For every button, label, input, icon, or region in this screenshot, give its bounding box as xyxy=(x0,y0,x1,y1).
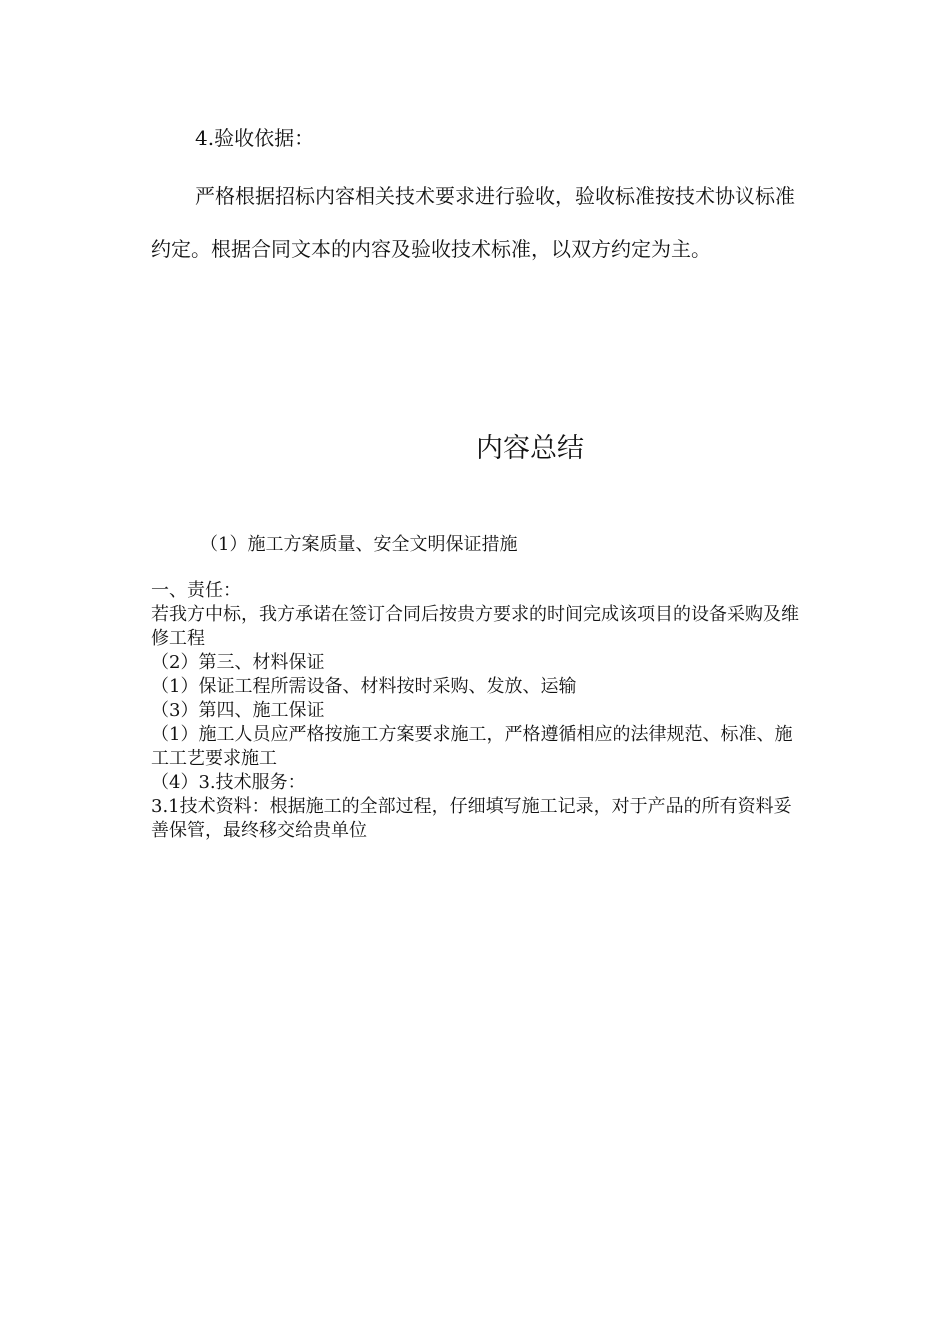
summary-line: 一、责任： xyxy=(151,580,241,601)
summary-list xyxy=(151,579,801,843)
summary-line: （1）保证工程所需设备、材料按时采购、发放、运输 xyxy=(151,676,577,697)
summary-line: （1）施工人员应严格按施工方案要求施工，严格遵循相应的法律规范、标准、施工工艺要求施工 xyxy=(151,724,793,769)
summary-line: （3）第四、施工保证 xyxy=(151,700,325,721)
summary-title: 内容总结 xyxy=(476,433,584,464)
summary-line: 若我方中标，我方承诺在签订合同后按贵方要求的时间完成该项目的设备采购及维修工程 xyxy=(151,604,799,649)
summary-item-intro: （1）施工方案质量、安全文明保证措施 xyxy=(200,534,518,555)
section-heading-acceptance-basis: 4.验收依据： xyxy=(195,126,315,150)
acceptance-paragraph: 严格根据招标内容相关技术要求进行验收，验收标准按技术协议标准约定。根据合同文本的内容及验收技术标准，以双方约定为主。 xyxy=(151,184,795,261)
summary-line: 3.1技术资料：根据施工的全部过程，仔细填写施工记录，对于产品的所有资料妥善保管，最终移交给贵单位 xyxy=(151,796,792,841)
summary-line: （2）第三、材料保证 xyxy=(151,652,325,673)
summary-line: （4）3.技术服务： xyxy=(151,772,306,793)
